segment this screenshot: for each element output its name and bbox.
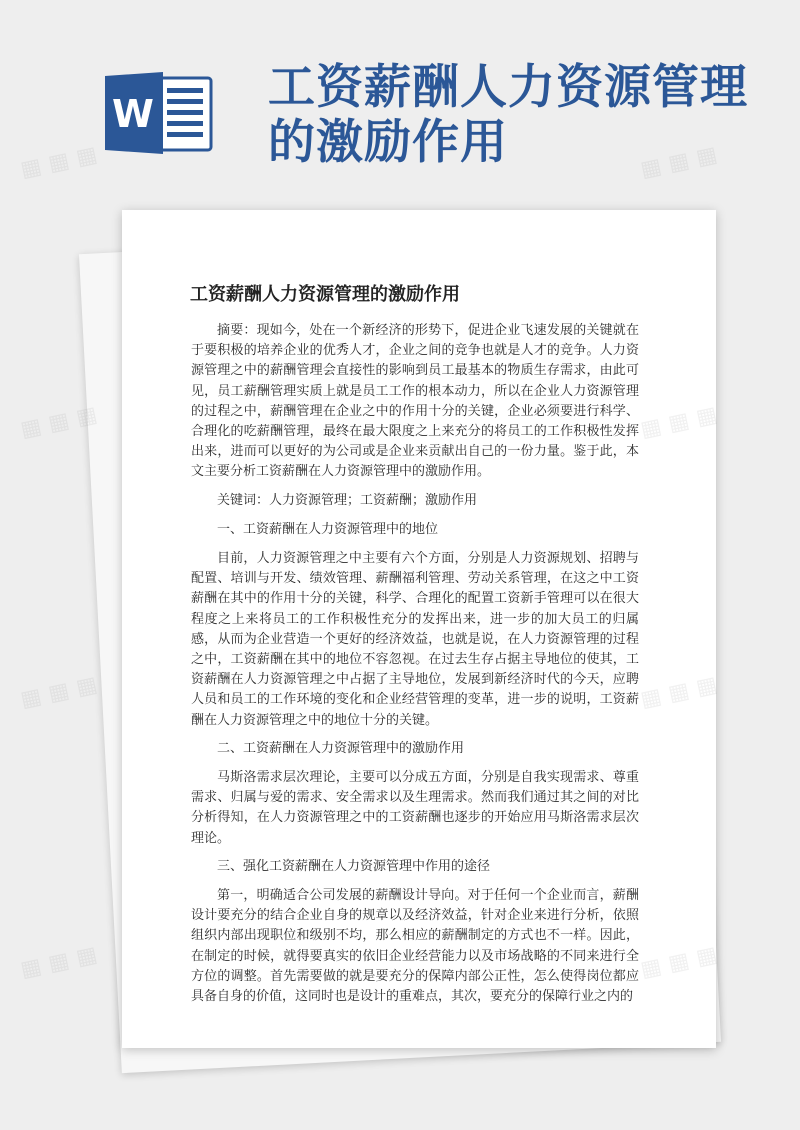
document-body [191, 321, 639, 1015]
document-page [122, 210, 716, 1048]
word-document-icon [105, 72, 215, 154]
body-paragraph: 第一，明确适合公司发展的薪酬设计导向。对于任何一个企业而言，薪酬设计要充分的结合企业自身的规章以及经济效益，针对企业来进行分析，依照组织内部出现职位和级别不均，那么相应的薪酬制定的方式也不一样。因此，在制定的时候，就得要真实的依旧企业经营能力以及市场战略的不同来进行全方位的调整。首先需要做的就是要充分的保障内部公正性，怎么使得岗位都应具备自身的价值，这同时也是设计的重难点，其次，要充分的保障行业之内的 [191, 888, 639, 1005]
body-paragraph: 马斯洛需求层次理论，主要可以分成五方面，分别是自我实现需求、尊重需求、归属与爱的需求、安全需求以及生理需求。然而我们通过其之间的对比分析得知，在人力资源管理之中的工资薪酬也逐步的开始应用马斯洛需求层次理论。 [191, 770, 639, 846]
document-title: 工资薪酬人力资源管理的激励作用 [190, 284, 460, 305]
section-heading: 三、强化工资薪酬在人力资源管理中作用的途径 [217, 858, 491, 874]
watermark-mark: ▦ ▦ ▦ [18, 142, 100, 183]
watermark-mark: ▦ ▦ ▦ [18, 402, 100, 443]
section-heading: 二、工资薪酬在人力资源管理中的激励作用 [217, 740, 465, 756]
watermark-mark: ▦ ▦ ▦ [638, 142, 720, 183]
section-heading: 一、工资薪酬在人力资源管理中的地位 [217, 521, 439, 537]
watermark-mark: ▦ ▦ ▦ [18, 672, 100, 713]
word-icon-letter: W [112, 92, 154, 136]
body-paragraph: 目前，人力资源管理之中主要有六个方面，分别是人力资源规划、招聘与配置、培训与开发、绩效管理、薪酬福利管理、劳动关系管理，在这之中工资薪酬在其中的作用十分的关键，科学、合理化的配置工资新手管理可以在很大程度之上来将员工的工作积极性充分的发挥出来，进一步的加大员工的归属感，从而为企业营造一个更好的经济效益，也就是说，在人力资源管理的过程之中，工资薪酬在其中的地位不容忽视。在过去生存占据主导地位的使其，工资薪酬在人力资源管理之中占据了主导地位，发展到新经济时代的今天，应聘人员和员工的工作环境的变化和企业经营管理的变革，进一步的说明，工资薪酬在人力资源管理之中的地位十分的关键。 [191, 551, 639, 728]
page-title: 工资薪酬人力资源管理的激励作用 [268, 60, 748, 170]
watermark-mark: ▦ ▦ ▦ [18, 942, 100, 983]
abstract-paragraph: 摘要：现如今，处在一个新经济的形势下，促进企业飞速发展的关键就在于要积极的培养企业的优秀人才，企业之间的竞争也就是人才的竞争。人力资源管理之中的薪酬管理会直接性的影响到员工最基本的物质生存需求，由此可见，员工薪酬管理实质上就是员工工作的根本动力，所以在企业人力资源管理的过程之中，薪酬管理在企业之中的作用十分的关键，企业必须要进行科学、合理化的吃薪酬管理，最终在最大限度之上来充分的将员工的工作积极性发挥出来，进而可以更好的为公司或是企业来贡献出自己的一份力量。鉴于此，本文主要分析工资薪酬在人力资源管理中的激励作用。 [191, 323, 639, 480]
keywords-line: 关键词：人力资源管理；工资薪酬；激励作用 [217, 492, 478, 508]
